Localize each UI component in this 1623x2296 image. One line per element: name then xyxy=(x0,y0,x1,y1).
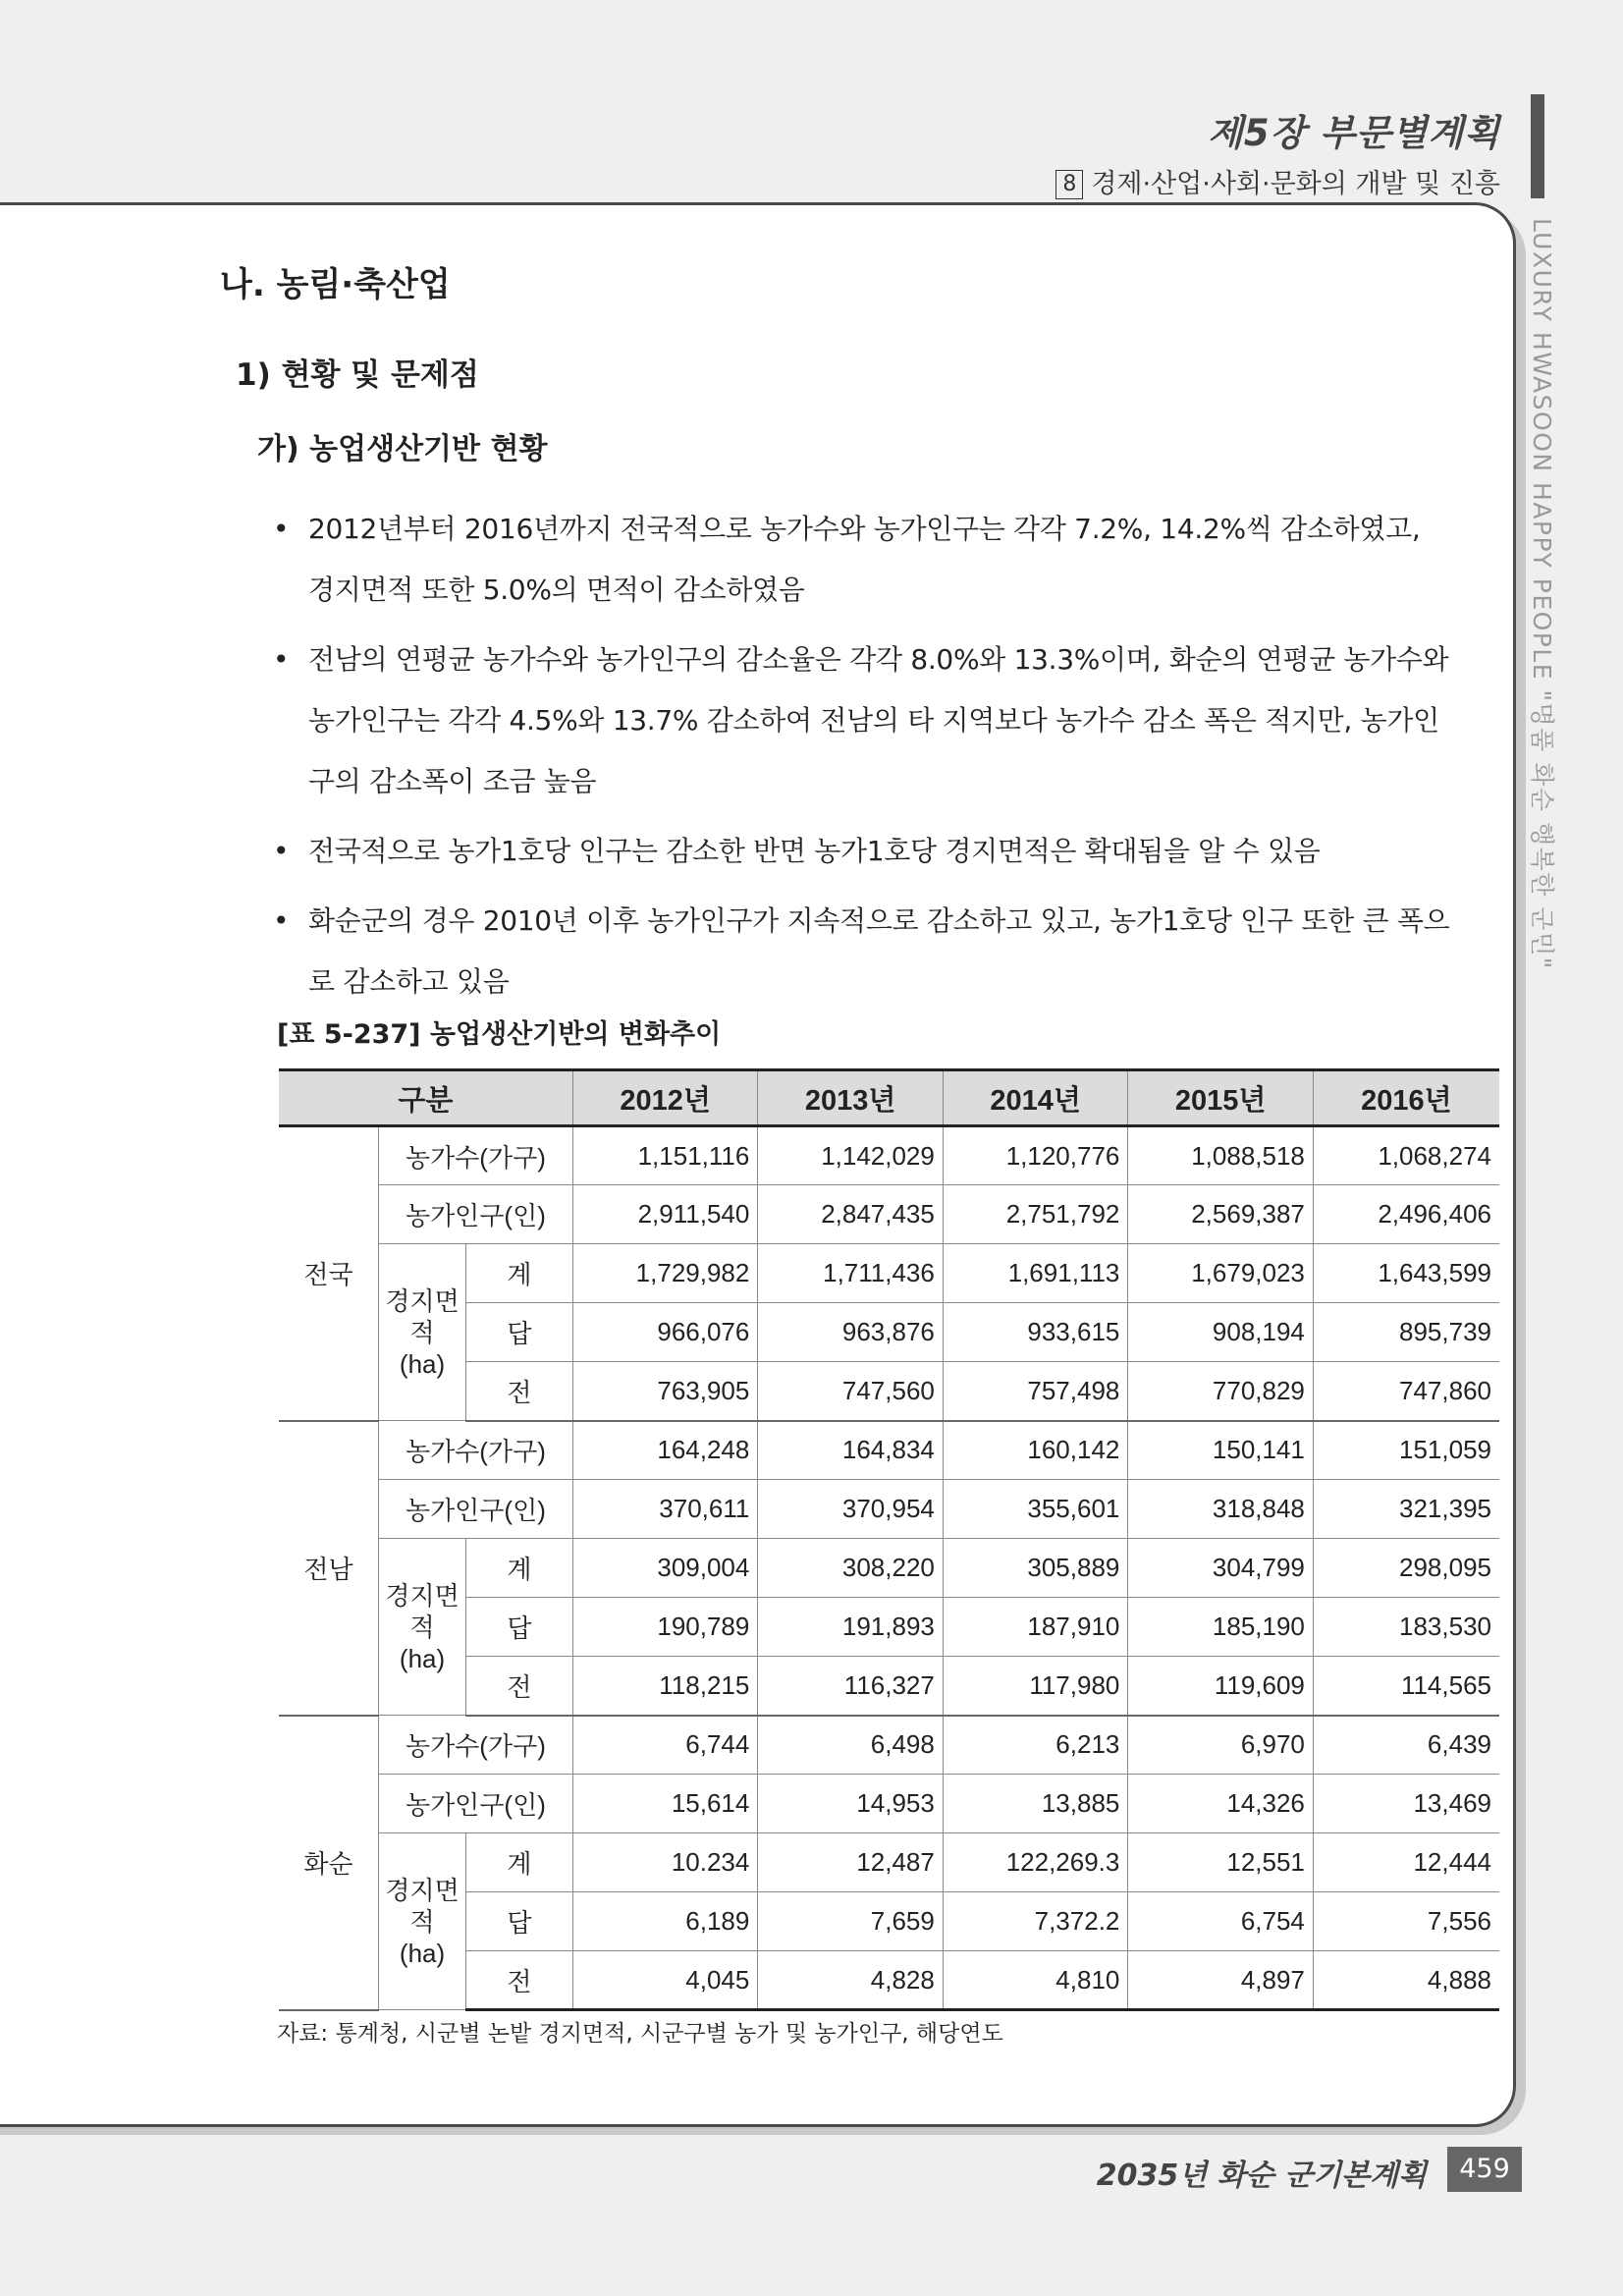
value-cell: 6,498 xyxy=(758,1716,944,1775)
value-cell: 1,088,518 xyxy=(1128,1126,1314,1185)
value-cell: 1,729,982 xyxy=(572,1244,758,1303)
value-cell: 2,911,540 xyxy=(572,1185,758,1244)
value-cell: 183,530 xyxy=(1313,1598,1499,1657)
value-cell: 14,953 xyxy=(758,1775,944,1833)
value-cell: 1,120,776 xyxy=(943,1126,1128,1185)
value-cell: 10.234 xyxy=(572,1833,758,1892)
value-cell: 150,141 xyxy=(1128,1421,1314,1480)
value-cell: 1,142,029 xyxy=(758,1126,944,1185)
value-cell: 1,711,436 xyxy=(758,1244,944,1303)
bullet-text: 화순군의 경우 2010년 이후 농가인구가 지속적으로 감소하고 있고, 농가1호당 인구 또한 큰 폭으로 감소하고 있음 xyxy=(308,904,1450,998)
value-cell: 2,496,406 xyxy=(1313,1185,1499,1244)
value-cell: 4,897 xyxy=(1128,1951,1314,2010)
row-label: 농가수(가구) xyxy=(379,1421,573,1480)
table-source: 자료: 통계청, 시군별 논밭 경지면적, 시군구별 농가 및 농가인구, 해당연도 xyxy=(277,2021,1003,2047)
section-subtitle xyxy=(1055,162,1500,200)
value-cell: 895,739 xyxy=(1313,1303,1499,1362)
bullet-text: 전남의 연평균 농가수와 농가인구의 감소율은 각각 8.0%와 13.3%이며, 화순의 연평균 농가수와 농가인구는 각각 4.5%와 13.7% 감소하여 전남의 타 지역보다 농가수 감소 폭은 적지만, 농가인구의 감소폭이 조금 높음 xyxy=(308,643,1449,797)
row-sublabel: 계 xyxy=(466,1539,573,1598)
area-label: 경지면적 (ha) xyxy=(379,1244,466,1421)
bullet-list xyxy=(273,499,1451,1021)
value-cell: 12,487 xyxy=(758,1833,944,1892)
heading-1: 1) 현황 및 문제점 xyxy=(236,357,479,393)
header-cell: 2012년 xyxy=(572,1070,758,1126)
bullet-text: 2012년부터 2016년까지 전국적으로 농가수와 농가인구는 각각 7.2%, 14.2%씩 감소하였고, 경지면적 또한 5.0%의 면적이 감소하였음 xyxy=(308,513,1421,606)
value-cell: 151,059 xyxy=(1313,1421,1499,1480)
value-cell: 1,151,116 xyxy=(572,1126,758,1185)
footer-plan-title: 2035년 화순 군기본계획 xyxy=(1096,2159,1427,2193)
value-cell: 14,326 xyxy=(1128,1775,1314,1833)
bullet-item xyxy=(273,821,1451,882)
value-cell: 6,754 xyxy=(1128,1892,1314,1951)
value-cell: 298,095 xyxy=(1313,1539,1499,1598)
table-header-row xyxy=(279,1070,1499,1126)
area-label: 경지면적 (ha) xyxy=(379,1539,466,1716)
page-number: 459 xyxy=(1447,2147,1522,2192)
value-cell: 370,954 xyxy=(758,1480,944,1539)
table-row xyxy=(279,1539,1499,1598)
value-cell: 1,068,274 xyxy=(1313,1126,1499,1185)
value-cell: 908,194 xyxy=(1128,1303,1314,1362)
value-cell: 2,847,435 xyxy=(758,1185,944,1244)
value-cell: 747,860 xyxy=(1313,1362,1499,1421)
row-label: 농가수(가구) xyxy=(379,1716,573,1775)
table-row xyxy=(279,1244,1499,1303)
value-cell: 187,910 xyxy=(943,1598,1128,1657)
value-cell: 308,220 xyxy=(758,1539,944,1598)
bullet-dot: • xyxy=(273,643,290,676)
value-cell: 4,810 xyxy=(943,1951,1128,2010)
value-cell: 7,659 xyxy=(758,1892,944,1951)
value-cell: 309,004 xyxy=(572,1539,758,1598)
value-cell: 304,799 xyxy=(1128,1539,1314,1598)
chapter-title: 제5장 부문별계획 xyxy=(1208,112,1500,154)
side-slogan: LUXURY HWASOON HAPPY PEOPLE "명품 화순 행복한 군민" xyxy=(1528,218,1556,970)
header-cell: 2013년 xyxy=(758,1070,944,1126)
heading-ga: 가) 농업생산기반 현황 xyxy=(257,432,548,466)
row-sublabel: 계 xyxy=(466,1833,573,1892)
value-cell: 6,970 xyxy=(1128,1716,1314,1775)
section-number-box: 8 xyxy=(1055,170,1083,199)
value-cell: 757,498 xyxy=(943,1362,1128,1421)
value-cell: 164,248 xyxy=(572,1421,758,1480)
value-cell: 4,828 xyxy=(758,1951,944,2010)
value-cell: 1,643,599 xyxy=(1313,1244,1499,1303)
header-cell: 2016년 xyxy=(1313,1070,1499,1126)
value-cell: 15,614 xyxy=(572,1775,758,1833)
table-caption: [표 5-237] 농업생산기반의 변화추이 xyxy=(277,1019,722,1050)
value-cell: 191,893 xyxy=(758,1598,944,1657)
value-cell: 763,905 xyxy=(572,1362,758,1421)
row-label: 농가인구(인) xyxy=(379,1185,573,1244)
value-cell: 122,269.3 xyxy=(943,1833,1128,1892)
region-cell: 전국 xyxy=(279,1126,379,1421)
value-cell: 114,565 xyxy=(1313,1657,1499,1716)
value-cell: 118,215 xyxy=(572,1657,758,1716)
side-vertical-text xyxy=(1524,218,1563,1063)
value-cell: 116,327 xyxy=(758,1657,944,1716)
value-cell: 355,601 xyxy=(943,1480,1128,1539)
value-cell: 190,789 xyxy=(572,1598,758,1657)
value-cell: 160,142 xyxy=(943,1421,1128,1480)
agri-base-table xyxy=(279,1068,1499,2011)
value-cell: 185,190 xyxy=(1128,1598,1314,1657)
table-row xyxy=(279,1126,1499,1185)
value-cell: 2,569,387 xyxy=(1128,1185,1314,1244)
row-label: 농가수(가구) xyxy=(379,1126,573,1185)
value-cell: 7,556 xyxy=(1313,1892,1499,1951)
bullet-dot: • xyxy=(273,904,290,937)
value-cell: 966,076 xyxy=(572,1303,758,1362)
value-cell: 1,691,113 xyxy=(943,1244,1128,1303)
chapter-bar xyxy=(1531,94,1544,198)
row-sublabel: 답 xyxy=(466,1598,573,1657)
region-cell: 화순 xyxy=(279,1716,379,2010)
value-cell: 4,888 xyxy=(1313,1951,1499,2010)
value-cell: 318,848 xyxy=(1128,1480,1314,1539)
section-title: 경제·산업·사회·문화의 개발 및 진흥 xyxy=(1091,169,1500,199)
value-cell: 117,980 xyxy=(943,1657,1128,1716)
value-cell: 370,611 xyxy=(572,1480,758,1539)
heading-na: 나. 농림·축산업 xyxy=(220,265,451,304)
value-cell: 305,889 xyxy=(943,1539,1128,1598)
table-row xyxy=(279,1480,1499,1539)
value-cell: 12,444 xyxy=(1313,1833,1499,1892)
value-cell: 2,751,792 xyxy=(943,1185,1128,1244)
header-cell: 구분 xyxy=(279,1070,572,1126)
row-sublabel: 답 xyxy=(466,1303,573,1362)
value-cell: 6,213 xyxy=(943,1716,1128,1775)
value-cell: 6,744 xyxy=(572,1716,758,1775)
row-sublabel: 계 xyxy=(466,1244,573,1303)
table-row xyxy=(279,1185,1499,1244)
value-cell: 7,372.2 xyxy=(943,1892,1128,1951)
value-cell: 933,615 xyxy=(943,1303,1128,1362)
row-label: 농가인구(인) xyxy=(379,1775,573,1833)
bullet-item xyxy=(273,891,1451,1012)
value-cell: 6,189 xyxy=(572,1892,758,1951)
value-cell: 770,829 xyxy=(1128,1362,1314,1421)
table-row xyxy=(279,1421,1499,1480)
region-cell: 전남 xyxy=(279,1421,379,1716)
header-cell: 2014년 xyxy=(943,1070,1128,1126)
header-cell: 2015년 xyxy=(1128,1070,1314,1126)
row-sublabel: 전 xyxy=(466,1362,573,1421)
row-sublabel: 전 xyxy=(466,1951,573,2010)
value-cell: 6,439 xyxy=(1313,1716,1499,1775)
value-cell: 12,551 xyxy=(1128,1833,1314,1892)
bullet-item xyxy=(273,499,1451,621)
value-cell: 119,609 xyxy=(1128,1657,1314,1716)
value-cell: 1,679,023 xyxy=(1128,1244,1314,1303)
table-row xyxy=(279,1775,1499,1833)
value-cell: 963,876 xyxy=(758,1303,944,1362)
bullet-dot: • xyxy=(273,835,290,867)
row-sublabel: 전 xyxy=(466,1657,573,1716)
row-sublabel: 답 xyxy=(466,1892,573,1951)
bullet-dot: • xyxy=(273,513,290,545)
bullet-text: 전국적으로 농가1호당 인구는 감소한 반면 농가1호당 경지면적은 확대됨을 알 수 있음 xyxy=(308,835,1321,867)
value-cell: 164,834 xyxy=(758,1421,944,1480)
table-row xyxy=(279,1833,1499,1892)
value-cell: 747,560 xyxy=(758,1362,944,1421)
value-cell: 4,045 xyxy=(572,1951,758,2010)
value-cell: 13,469 xyxy=(1313,1775,1499,1833)
bullet-item xyxy=(273,629,1451,812)
table-row xyxy=(279,1716,1499,1775)
row-label: 농가인구(인) xyxy=(379,1480,573,1539)
value-cell: 13,885 xyxy=(943,1775,1128,1833)
value-cell: 321,395 xyxy=(1313,1480,1499,1539)
area-label: 경지면적 (ha) xyxy=(379,1833,466,2010)
